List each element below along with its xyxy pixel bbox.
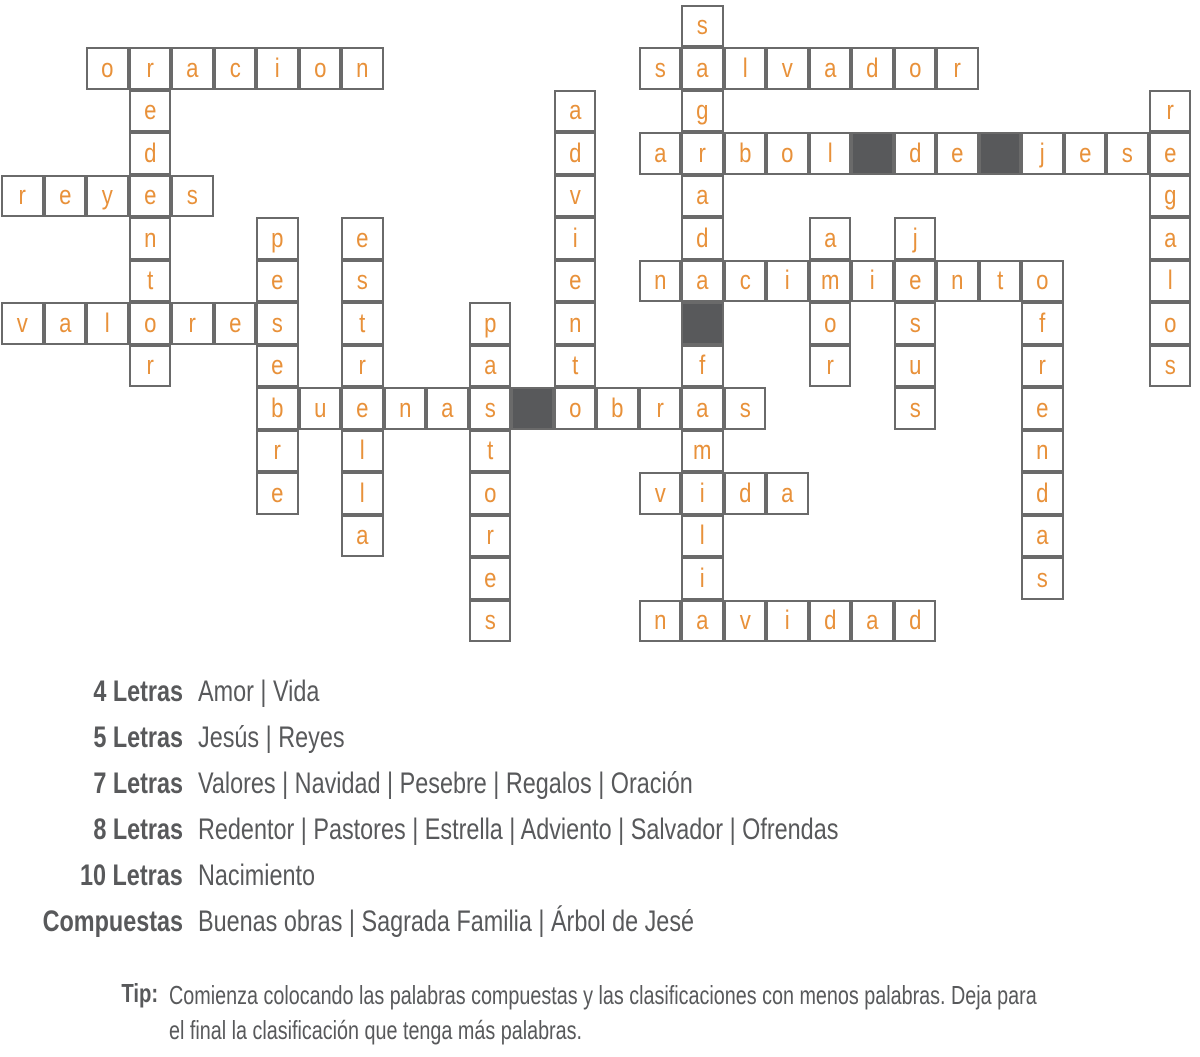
cell-letter: j: [1039, 137, 1045, 168]
cell-letter: a: [58, 307, 71, 338]
cell-letter: a: [356, 520, 369, 551]
grid-cell[interactable]: [851, 47, 894, 90]
cell-letter: n: [951, 265, 964, 296]
grid-cell[interactable]: [1, 302, 44, 345]
grid-cell[interactable]: [469, 387, 512, 430]
grid-cell[interactable]: [681, 430, 724, 473]
legend-label: 5 Letras: [93, 721, 183, 754]
grid-cell[interactable]: [129, 175, 172, 218]
grid-cell[interactable]: [1149, 302, 1192, 345]
cell-letter: a: [696, 52, 709, 83]
cell-letter: e: [908, 265, 921, 296]
cell-letter: a: [781, 477, 794, 508]
grid-cell[interactable]: [936, 132, 979, 175]
grid-cell[interactable]: [724, 260, 767, 303]
cell-letter: t: [359, 307, 366, 338]
cell-letter: r: [656, 392, 664, 423]
grid-cell[interactable]: [1149, 90, 1192, 133]
grid-cell[interactable]: [681, 132, 724, 175]
cell-letter: i: [572, 222, 578, 253]
grid-cell[interactable]: [766, 600, 809, 643]
cell-letter: e: [356, 222, 369, 253]
cell-letter: e: [58, 180, 71, 211]
cell-letter: o: [781, 137, 794, 168]
cell-letter: a: [1163, 222, 1176, 253]
grid-cell[interactable]: [299, 47, 342, 90]
cell-letter: d: [908, 137, 921, 168]
grid-cell[interactable]: [256, 345, 299, 388]
cell-letter: p: [483, 307, 496, 338]
grid-cell[interactable]: [86, 302, 129, 345]
legend-words: Nacimiento: [198, 859, 316, 892]
cell-letter: e: [483, 562, 496, 593]
grid-cell[interactable]: [1, 175, 44, 218]
grid-cell[interactable]: [469, 600, 512, 643]
legend-words: Amor | Vida: [198, 675, 320, 708]
grid-cell[interactable]: [554, 387, 597, 430]
grid-cell[interactable]: [1021, 345, 1064, 388]
grid-cell[interactable]: [171, 47, 214, 90]
grid-cell[interactable]: [256, 47, 299, 90]
grid-cell[interactable]: [894, 345, 937, 388]
cell-letter: g: [1163, 180, 1176, 211]
cell-letter: a: [696, 180, 709, 211]
cell-letter: o: [568, 392, 581, 423]
cell-letter: o: [823, 307, 836, 338]
cell-letter: a: [441, 392, 454, 423]
cell-letter: v: [569, 180, 581, 211]
cell-letter: a: [823, 52, 836, 83]
cell-letter: v: [654, 477, 666, 508]
grid-cell[interactable]: [171, 302, 214, 345]
cell-letter: r: [273, 435, 281, 466]
cell-letter: a: [568, 95, 581, 126]
cell-letter: l: [827, 137, 833, 168]
cell-letter: r: [486, 520, 494, 551]
grid-cell[interactable]: [341, 260, 384, 303]
grid-cell[interactable]: [1149, 260, 1192, 303]
grid-cell[interactable]: [766, 472, 809, 515]
grid-cell[interactable]: [341, 302, 384, 345]
cell-letter: l: [359, 435, 365, 466]
cell-letter: c: [229, 52, 241, 83]
cell-letter: n: [143, 222, 156, 253]
grid-cell[interactable]: [341, 47, 384, 90]
cell-letter: a: [653, 137, 666, 168]
cell-letter: r: [1038, 350, 1046, 381]
cell-letter: m: [693, 435, 712, 466]
grid-cell[interactable]: [129, 260, 172, 303]
cell-letter: c: [739, 265, 751, 296]
cell-letter: l: [104, 307, 110, 338]
cell-letter: o: [483, 477, 496, 508]
grid-cell[interactable]: [256, 302, 299, 345]
grid-cell[interactable]: [681, 217, 724, 260]
cell-letter: l: [1167, 265, 1173, 296]
cell-letter: r: [1166, 95, 1174, 126]
grid-cell[interactable]: [809, 600, 852, 643]
cell-letter: u: [313, 392, 326, 423]
grid-cell[interactable]: [469, 430, 512, 473]
cell-letter: s: [271, 307, 283, 338]
cell-letter: s: [1164, 350, 1176, 381]
grid-cell[interactable]: [129, 217, 172, 260]
grid-cell[interactable]: [1149, 175, 1192, 218]
cell-letter: b: [611, 392, 624, 423]
cell-letter: s: [484, 392, 496, 423]
cell-letter: t: [146, 265, 153, 296]
legend-row-7-letras: [0, 767, 1200, 813]
grid-cell[interactable]: [681, 600, 724, 643]
grid-cell[interactable]: [639, 472, 682, 515]
cell-letter: t: [486, 435, 493, 466]
grid-cell[interactable]: [299, 387, 342, 430]
cell-letter: a: [1036, 520, 1049, 551]
cell-letter: n: [398, 392, 411, 423]
grid-cell[interactable]: [681, 345, 724, 388]
legend-label: 10 Letras: [80, 859, 183, 892]
cell-letter: a: [866, 605, 879, 636]
grid-cell[interactable]: [1021, 430, 1064, 473]
cell-letter: l: [699, 520, 705, 551]
cell-letter: s: [186, 180, 198, 211]
grid-block: [851, 132, 894, 175]
cell-letter: i: [869, 265, 875, 296]
legend-words: Jesús | Reyes: [198, 721, 345, 754]
cell-letter: o: [908, 52, 921, 83]
grid-cell[interactable]: [894, 132, 937, 175]
cell-letter: o: [1036, 265, 1049, 296]
grid-cell[interactable]: [554, 90, 597, 133]
grid-cell[interactable]: [554, 175, 597, 218]
grid-cell[interactable]: [129, 90, 172, 133]
grid-cell[interactable]: [554, 302, 597, 345]
cell-letter: e: [143, 95, 156, 126]
grid-cell[interactable]: [1064, 132, 1107, 175]
grid-cell[interactable]: [809, 47, 852, 90]
cell-letter: e: [271, 350, 284, 381]
grid-cell[interactable]: [851, 260, 894, 303]
grid-cell[interactable]: [129, 47, 172, 90]
cell-letter: s: [484, 605, 496, 636]
cell-letter: s: [654, 52, 666, 83]
cell-letter: i: [784, 265, 790, 296]
grid-cell[interactable]: [469, 557, 512, 600]
cell-letter: l: [742, 52, 748, 83]
cell-letter: n: [653, 605, 666, 636]
grid-cell[interactable]: [554, 345, 597, 388]
cell-letter: r: [358, 350, 366, 381]
legend-words: Buenas obras | Sagrada Familia | Árbol de Jesé: [198, 905, 695, 938]
legend-row-5-letras: [0, 721, 1200, 767]
grid-cell[interactable]: [639, 47, 682, 90]
cell-letter: s: [696, 10, 708, 41]
grid-cell[interactable]: [681, 175, 724, 218]
cell-letter: s: [739, 392, 751, 423]
cell-letter: j: [912, 222, 918, 253]
grid-cell[interactable]: [766, 132, 809, 175]
grid-cell[interactable]: [894, 302, 937, 345]
grid-cell[interactable]: [44, 175, 87, 218]
grid-cell[interactable]: [1021, 515, 1064, 558]
grid-cell[interactable]: [341, 472, 384, 515]
grid-cell[interactable]: [554, 217, 597, 260]
grid-cell[interactable]: [86, 47, 129, 90]
grid-cell[interactable]: [129, 132, 172, 175]
cell-letter: a: [696, 605, 709, 636]
cell-letter: l: [359, 477, 365, 508]
grid-block: [511, 387, 554, 430]
cell-letter: d: [696, 222, 709, 253]
grid-cell[interactable]: [639, 132, 682, 175]
cell-letter: e: [271, 265, 284, 296]
cell-letter: g: [696, 95, 709, 126]
grid-cell[interactable]: [681, 260, 724, 303]
cell-letter: a: [823, 222, 836, 253]
grid-cell[interactable]: [426, 387, 469, 430]
cell-letter: f: [1039, 307, 1046, 338]
legend-label: 8 Letras: [93, 813, 183, 846]
cell-letter: o: [1163, 307, 1176, 338]
cell-letter: v: [781, 52, 793, 83]
grid-cell[interactable]: [1149, 217, 1192, 260]
cell-letter: p: [271, 222, 284, 253]
cell-letter: e: [951, 137, 964, 168]
legend-row-10-letras: [0, 859, 1200, 905]
grid-cell[interactable]: [256, 472, 299, 515]
grid-cell[interactable]: [1149, 132, 1192, 175]
cell-letter: d: [738, 477, 751, 508]
grid-cell[interactable]: [1021, 557, 1064, 600]
grid-cell[interactable]: [681, 472, 724, 515]
grid-cell[interactable]: [809, 217, 852, 260]
grid-cell[interactable]: [341, 515, 384, 558]
cell-letter: t: [571, 350, 578, 381]
grid-cell[interactable]: [469, 302, 512, 345]
cell-letter: n: [568, 307, 581, 338]
grid-cell[interactable]: [214, 302, 257, 345]
grid-cell[interactable]: [256, 430, 299, 473]
grid-cell[interactable]: [681, 387, 724, 430]
cell-letter: r: [953, 52, 961, 83]
legend-label: 4 Letras: [93, 675, 183, 708]
grid-cell[interactable]: [724, 387, 767, 430]
cell-letter: a: [696, 265, 709, 296]
grid-cell[interactable]: [894, 600, 937, 643]
legend-words: Redentor | Pastores | Estrella | Adviento | Salvador | Ofrendas: [198, 813, 839, 846]
grid-cell[interactable]: [256, 217, 299, 260]
grid-cell[interactable]: [469, 345, 512, 388]
grid-cell[interactable]: [936, 260, 979, 303]
grid-cell[interactable]: [1149, 345, 1192, 388]
legend-row-4-letras: [0, 675, 1200, 721]
cell-letter: s: [1036, 562, 1048, 593]
grid-cell[interactable]: [639, 600, 682, 643]
cell-letter: r: [698, 137, 706, 168]
grid-cell[interactable]: [1021, 302, 1064, 345]
grid-cell[interactable]: [894, 217, 937, 260]
cell-letter: o: [313, 52, 326, 83]
tip-text: Comienza colocando las palabras compuestas y las clasificaciones con menos palabras. Deja para el final la clasificación que tenga más palabras.: [169, 980, 1037, 1045]
grid-cell[interactable]: [724, 600, 767, 643]
cell-letter: n: [653, 265, 666, 296]
cell-letter: u: [908, 350, 921, 381]
legend-label: 7 Letras: [93, 767, 183, 800]
grid-cell[interactable]: [894, 260, 937, 303]
cell-letter: s: [909, 307, 921, 338]
cell-letter: a: [696, 392, 709, 423]
legend-label: Compuestas: [42, 905, 183, 938]
grid-cell[interactable]: [171, 175, 214, 218]
cell-letter: s: [1121, 137, 1133, 168]
grid-cell[interactable]: [256, 387, 299, 430]
grid-cell[interactable]: [809, 302, 852, 345]
cell-letter: r: [146, 52, 154, 83]
cell-letter: t: [996, 265, 1003, 296]
cell-letter: d: [908, 605, 921, 636]
cell-letter: d: [1036, 477, 1049, 508]
grid-cell[interactable]: [894, 387, 937, 430]
grid-cell[interactable]: [469, 472, 512, 515]
grid-cell[interactable]: [681, 557, 724, 600]
cell-letter: d: [143, 137, 156, 168]
cell-letter: b: [271, 392, 284, 423]
cell-letter: r: [146, 350, 154, 381]
cell-letter: i: [699, 477, 705, 508]
cell-letter: o: [143, 307, 156, 338]
cell-letter: i: [274, 52, 280, 83]
tip-label: Tip:: [121, 978, 158, 1008]
cell-letter: e: [1036, 392, 1049, 423]
grid-cell[interactable]: [1021, 132, 1064, 175]
cell-letter: e: [356, 392, 369, 423]
cell-letter: s: [356, 265, 368, 296]
legend-row-8-letras: [0, 813, 1200, 859]
cell-letter: f: [699, 350, 706, 381]
cell-letter: r: [188, 307, 196, 338]
grid-cell[interactable]: [681, 5, 724, 48]
cell-letter: v: [739, 605, 751, 636]
cell-letter: e: [568, 265, 581, 296]
grid-block: [979, 132, 1022, 175]
cell-letter: d: [866, 52, 879, 83]
grid-cell[interactable]: [129, 302, 172, 345]
grid-cell[interactable]: [1106, 132, 1149, 175]
grid-cell[interactable]: [851, 600, 894, 643]
grid-cell[interactable]: [44, 302, 87, 345]
grid-cell[interactable]: [596, 387, 639, 430]
grid-cell[interactable]: [129, 345, 172, 388]
grid-cell[interactable]: [936, 47, 979, 90]
grid-cell[interactable]: [809, 345, 852, 388]
grid-cell[interactable]: [809, 132, 852, 175]
grid-cell[interactable]: [809, 260, 852, 303]
cell-letter: i: [699, 562, 705, 593]
grid-cell[interactable]: [894, 47, 937, 90]
cell-letter: a: [483, 350, 496, 381]
cell-letter: y: [101, 180, 113, 211]
grid-cell[interactable]: [681, 47, 724, 90]
grid-block: [681, 302, 724, 345]
cell-letter: r: [18, 180, 26, 211]
cell-letter: r: [826, 350, 834, 381]
grid-cell[interactable]: [469, 515, 512, 558]
cell-letter: o: [101, 52, 114, 83]
grid-cell[interactable]: [341, 387, 384, 430]
legend-words: Valores | Navidad | Pesebre | Regalos | Oración: [198, 767, 693, 800]
grid-cell[interactable]: [639, 387, 682, 430]
cell-letter: m: [820, 265, 839, 296]
cell-letter: e: [143, 180, 156, 211]
grid-cell[interactable]: [341, 430, 384, 473]
legend-row-compuestas: [0, 905, 1200, 951]
grid-cell[interactable]: [214, 47, 257, 90]
cell-letter: s: [909, 392, 921, 423]
grid-cell[interactable]: [256, 260, 299, 303]
cell-letter: b: [738, 137, 751, 168]
cell-letter: e: [228, 307, 241, 338]
grid-cell[interactable]: [681, 90, 724, 133]
cell-letter: a: [186, 52, 199, 83]
grid-cell[interactable]: [724, 47, 767, 90]
grid-cell[interactable]: [1021, 260, 1064, 303]
grid-cell[interactable]: [979, 260, 1022, 303]
cell-letter: d: [568, 137, 581, 168]
cell-letter: d: [823, 605, 836, 636]
cell-letter: e: [1163, 137, 1176, 168]
grid-cell[interactable]: [341, 345, 384, 388]
cell-letter: n: [356, 52, 369, 83]
grid-cell[interactable]: [724, 472, 767, 515]
grid-cell[interactable]: [1021, 472, 1064, 515]
grid-cell[interactable]: [639, 260, 682, 303]
cell-letter: v: [16, 307, 28, 338]
grid-cell[interactable]: [554, 260, 597, 303]
cell-letter: e: [271, 477, 284, 508]
grid-cell[interactable]: [724, 132, 767, 175]
grid-cell[interactable]: [1021, 387, 1064, 430]
grid-cell[interactable]: [766, 260, 809, 303]
cell-letter: e: [1078, 137, 1091, 168]
cell-letter: n: [1036, 435, 1049, 466]
grid-cell[interactable]: [681, 515, 724, 558]
grid-cell[interactable]: [384, 387, 427, 430]
grid-cell[interactable]: [341, 217, 384, 260]
grid-cell[interactable]: [554, 132, 597, 175]
grid-cell[interactable]: [766, 47, 809, 90]
cell-letter: i: [784, 605, 790, 636]
grid-cell[interactable]: [86, 175, 129, 218]
